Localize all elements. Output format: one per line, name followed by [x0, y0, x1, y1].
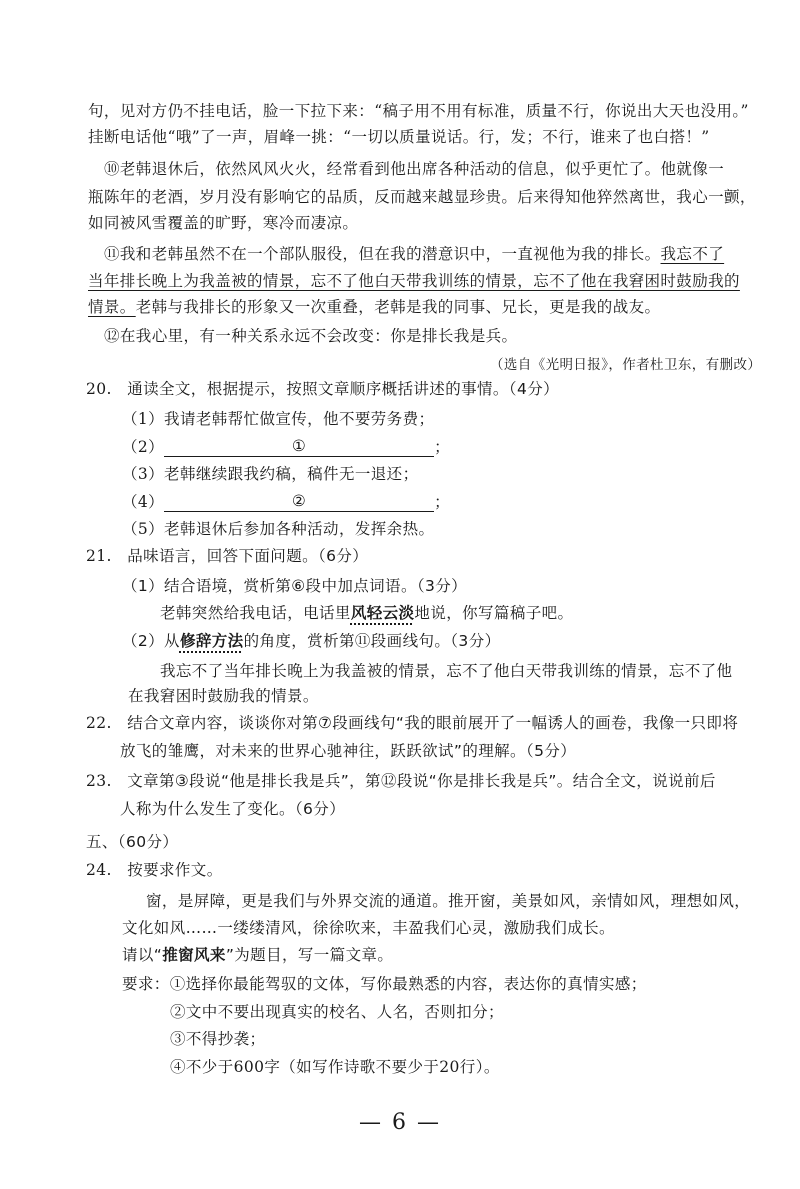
paragraph-10-line: 瓶陈年的老酒，岁月没有影响它的品质，反而越来越显珍贵。后来得知他猝然离世，我心一颤，	[88, 188, 756, 206]
item-label: （4）	[122, 493, 165, 511]
q21-subquestion-2	[122, 631, 501, 651]
q20-item-2	[122, 436, 450, 457]
passage-line: 句，见对方仍不挂电话，脸一下拉下来：“稿子用不用有标准，质量不行，你说出大天也没用。”	[88, 102, 749, 120]
writing-prompt-line: 文化如风……一缕缕清风，徐徐吹来，丰盈我们心灵，激励我们成长。	[122, 919, 615, 937]
essay-title-instruction	[122, 945, 393, 965]
paragraph-10-line: 如同被风雪覆盖的旷野，寒冷而凄凉。	[88, 214, 359, 232]
question-number: 24.	[86, 861, 112, 879]
subquestion-text: 的角度，赏析第⑪段画线句。（3分）	[243, 632, 501, 650]
item-label: （2）	[122, 438, 165, 456]
passage-line: 挂断电话他“哦”了一声，眉峰一挑：“一切以质量说话。行，发；不行，谁来了也白搭！”	[88, 128, 710, 146]
requirement-3: ③不得抄袭；	[170, 1030, 266, 1048]
question-24	[86, 860, 223, 880]
instruction-text: ”为题目，写一篇文章。	[225, 946, 394, 964]
question-text: 按要求作文。	[127, 861, 223, 879]
answer-blank-2[interactable]: ②	[164, 491, 434, 512]
semicolon: ；	[434, 493, 450, 511]
paragraph-11-line	[88, 297, 660, 317]
question-22	[86, 713, 738, 733]
dotted-word: 风轻云淡	[350, 604, 415, 622]
q21-quote-1	[160, 603, 573, 623]
q20-item-5: （5）老韩退休后参加各种活动，发挥余热。	[122, 520, 435, 538]
section-heading: 五、（60分）	[86, 833, 179, 851]
question-23-line-2: 人称为什么发生了变化。（6分）	[120, 800, 346, 818]
question-22-line-2: 放飞的雏鹰，对未来的世界心驰神往，跃跃欲试”的理解。（5分）	[120, 742, 577, 760]
q20-item-3: （3）老韩继续跟我约稿，稿件无一退还；	[122, 465, 419, 483]
question-number: 22.	[86, 714, 112, 732]
underlined-sentence: 情景。	[88, 298, 136, 316]
question-number: 21.	[86, 547, 112, 565]
requirement-2: ②文中不要出现真实的校名、人名，否则扣分；	[170, 1003, 504, 1021]
quote-text: 地说，你写篇稿子吧。	[414, 604, 574, 622]
q20-item-1: （1）我请老韩帮忙做宣传，他不要劳务费；	[122, 410, 435, 428]
q21-quote-2-line: 在我窘困时鼓励我的情景。	[128, 687, 319, 705]
paragraph-11-line	[104, 244, 724, 264]
paragraph-12: ⑫在我心里，有一种关系永远不会改变：你是排长我是兵。	[104, 327, 518, 345]
essay-title: 推窗风来	[162, 946, 226, 964]
q21-subquestion-1: （1）结合语境，赏析第⑥段中加点词语。（3分）	[122, 577, 468, 595]
page-number: — 6 —	[359, 1110, 441, 1135]
quote-text: 老韩突然给我电话，电话里	[160, 604, 351, 622]
dotted-word: 修辞方法	[179, 632, 244, 650]
question-text: 文章第③段说“他是排长我是兵”，第⑫段说“你是排长我是兵”。结合全文，说说前后	[127, 772, 716, 790]
paragraph-10-line: ⑩老韩退休后，依然风风火火，经常看到他出席各种活动的信息，似乎更忙了。他就像一	[104, 160, 725, 178]
question-text: 结合文章内容，谈谈你对第⑦段画线句“我的眼前展开了一幅诱人的画卷，我像一只即将	[127, 714, 739, 732]
question-number: 20.	[86, 380, 112, 398]
underlined-sentence: 当年排长晚上为我盖被的情景，忘不了他白天带我训练的情景，忘不了他在我窘困时鼓励我的	[88, 272, 740, 290]
semicolon: ；	[434, 438, 450, 456]
underlined-sentence: 我忘不了	[660, 245, 725, 263]
paragraph-11-text: 老韩与我排长的形象又一次重叠，老韩是我的同事、兄长，更是我的战友。	[135, 298, 661, 316]
requirement-1: 要求：①选择你最能驾驭的文体，写你最熟悉的内容，表达你的真情实感；	[122, 975, 647, 993]
subquestion-text: （2）从	[122, 632, 180, 650]
instruction-text: 请以“	[122, 946, 163, 964]
source-note: （选自《光明日报》，作者杜卫东，有删改）	[490, 357, 762, 373]
q20-item-4	[122, 491, 450, 512]
question-20	[86, 379, 559, 399]
question-text: 通读全文，根据提示，按照文章顺序概括讲述的事情。（4分）	[127, 380, 560, 398]
writing-prompt-line: 窗，是屏障，更是我们与外界交流的通道。推开窗，美景如风，亲情如风，理想如风，	[146, 892, 751, 910]
q21-quote-2-line: 我忘不了当年排长晚上为我盖被的情景，忘不了他白天带我训练的情景，忘不了他	[160, 662, 733, 680]
question-23	[86, 771, 716, 791]
question-number: 23.	[86, 772, 112, 790]
question-text: 品味语言，回答下面问题。（6分）	[127, 547, 369, 565]
paragraph-11-text: ⑪我和老韩虽然不在一个部队服役，但在我的潜意识中，一直视他为我的排长。	[104, 245, 661, 263]
question-21	[86, 546, 368, 566]
requirement-4: ④不少于600字（如写作诗歌不要少于20行）。	[170, 1058, 500, 1076]
answer-blank-1[interactable]: ①	[164, 436, 434, 457]
